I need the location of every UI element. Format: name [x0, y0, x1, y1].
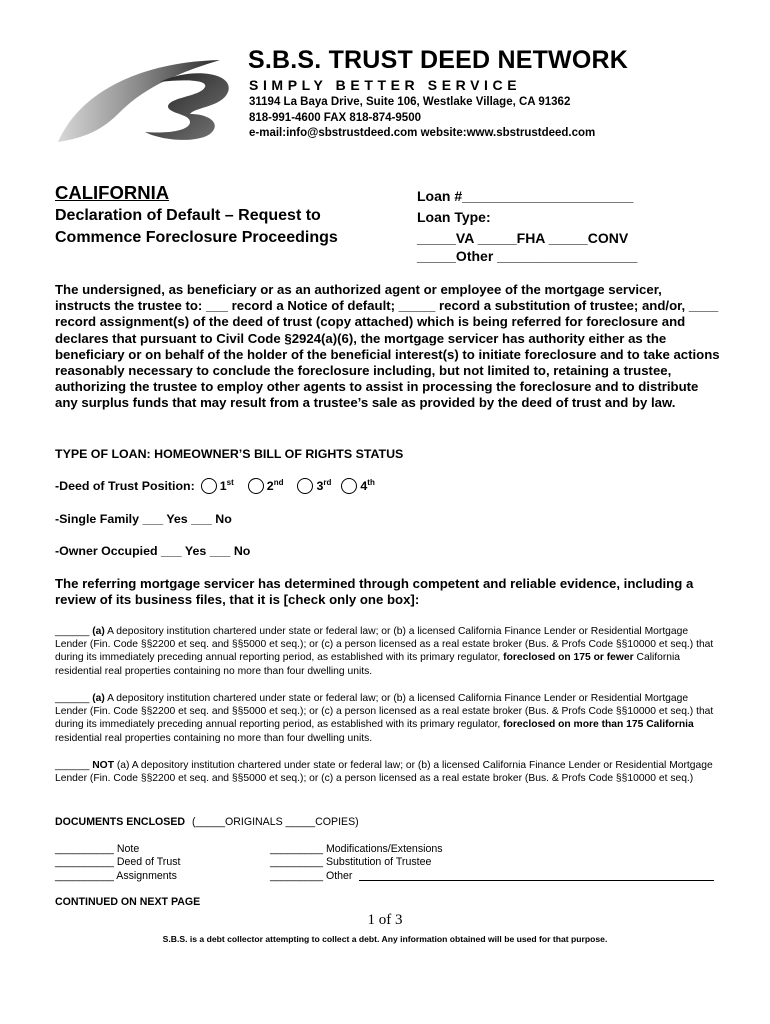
documents-counts[interactable]: (_____ORIGINALS _____COPIES)	[192, 816, 359, 828]
form-title-line1: Declaration of Default – Request to	[55, 207, 321, 224]
debt-collector-notice: S.B.S. is a debt collector attempting to collect a debt. Any information obtained will be used for that purpose.	[162, 934, 608, 944]
loan-number-field[interactable]: Loan #______________________	[417, 188, 634, 204]
option-not[interactable]	[55, 759, 720, 785]
deed-position-label: -Deed of Trust Position:	[55, 479, 195, 493]
option-a-175-or-fewer[interactable]	[55, 625, 720, 678]
option-text: A depository institution chartered under state or federal law; or (b) a licensed California Finance Lender or Residential Mortgage Lender (Fin. Code §§2200 et seq. and §§5000 et seq.); or (c) a person licensed as a real estate broker (Bus. & Profs Code §§10000 et seq.) that during its immediately preceding annual reporting period, as established with its primary regulator,	[55, 693, 714, 731]
position-2-label: 2nd	[266, 478, 284, 494]
position-2-radio[interactable]	[248, 478, 264, 494]
position-3-label: 3rd	[316, 478, 332, 494]
option-blank[interactable]: ______	[55, 760, 90, 771]
option-text-end: residential real properties containing no more than four dwelling units.	[55, 732, 373, 744]
option-blank[interactable]: ______	[55, 693, 90, 704]
doc-deed-of-trust[interactable]: __________ Deed of Trust	[55, 856, 181, 868]
company-name: S.B.S. TRUST DEED NETWORK	[248, 46, 629, 74]
owner-occupied-field[interactable]: -Owner Occupied ___ Yes ___ No	[55, 544, 251, 558]
doc-note[interactable]: __________ Note	[55, 843, 140, 855]
loan-type-options[interactable]: _____VA _____FHA _____CONV	[417, 230, 629, 246]
page-number: 1 of 3	[367, 912, 403, 928]
option-label: NOT	[92, 760, 114, 771]
loan-status-heading: TYPE OF LOAN: HOMEOWNER’S BILL OF RIGHTS STATUS	[55, 447, 404, 461]
single-family-field[interactable]: -Single Family ___ Yes ___ No	[55, 512, 232, 526]
option-a-more-than-175[interactable]	[55, 692, 720, 745]
option-text-end: California residential real properties containing no more than four dwelling units.	[55, 652, 681, 677]
loan-type-other[interactable]: _____Other __________________	[417, 248, 638, 264]
option-bold-text: foreclosed on 175 or fewer	[503, 652, 634, 664]
company-email-website: e-mail:info@sbstrustdeed.com website:www.sbstrustdeed.com	[249, 127, 596, 139]
determination-intro: The referring mortgage servicer has determined through competent and reliable evidence, including a review of its business files, that it is [check only one box]:	[55, 576, 694, 608]
option-blank[interactable]: ______	[55, 626, 90, 637]
form-title-line2: Commence Foreclosure Proceedings	[55, 229, 338, 246]
documents-heading: DOCUMENTS ENCLOSED	[55, 816, 186, 828]
position-1-label: 1st	[219, 478, 234, 494]
doc-modifications[interactable]: _________ Modifications/Extensions	[270, 843, 443, 855]
option-label: (a)	[92, 693, 105, 704]
company-phone-fax: 818-991-4600 FAX 818-874-9500	[249, 112, 421, 124]
doc-other-line[interactable]	[359, 880, 714, 881]
option-text: A depository institution chartered under state or federal law; or (b) a licensed California Finance Lender or Residential Mortgage Lender (Fin. Code §§2200 et seq. and §§5000 et seq.); or (c) a person licensed as a real estate broker (Bus. & Profs Code §§10000 et seq.) that during its immediately preceding annual reporting period, as established with its primary regulator,	[55, 626, 714, 664]
company-tagline: SIMPLY BETTER SERVICE	[249, 77, 522, 93]
doc-substitution[interactable]: _________ Substitution of Trustee	[270, 856, 432, 868]
company-address: 31194 La Baya Drive, Suite 106, Westlake Village, CA 91362	[249, 96, 571, 108]
documents-enclosed-row	[55, 816, 359, 828]
option-text: (a) A depository institution chartered under state or federal law; or (b) a licensed California Finance Lender or Residential Mortgage Lender (Fin. Code §§2200 et seq. and §§5000 et seq.); or (c) a person licensed as a real estate broker (Bus. & Profs Code §§10000 et seq.)	[55, 760, 713, 785]
deed-position-row	[55, 478, 375, 494]
sbs-logo	[50, 52, 240, 144]
option-bold-text: foreclosed on more than 175 California	[503, 719, 694, 731]
loan-type-label: Loan Type:	[417, 209, 491, 225]
doc-other[interactable]: _________ Other	[270, 870, 353, 882]
intro-paragraph: The undersigned, as beneficiary or as an authorized agent or employee of the mortgage servicer, instructs the trustee to: ___ record a Notice of default; _____ record a substitution of trustee; and/or, ____ record assignment(s) of the deed of trust (copy attached) which is being referred for foreclosure and declares that pursuant to Civil Code §2924(a)(6), the mortgage servicer has authority either as the beneficiary or on behalf of the holder of the beneficial interest(s) to initiate foreclosure and to take actions reasonably necessary to conclude the foreclosure including, but not limited to, retaining a trustee, authorizing the trustee to employ other agents to assist in processing the foreclosure and to distribute any surplus funds that may result from a trustee’s sale as provided by the deed of trust and by law.	[55, 282, 720, 411]
position-1-radio[interactable]	[201, 478, 217, 494]
option-label: (a)	[92, 626, 105, 637]
position-4-radio[interactable]	[341, 478, 357, 494]
continued-note: CONTINUED ON NEXT PAGE	[55, 896, 201, 908]
doc-assignments[interactable]: __________ Assignments	[55, 870, 177, 882]
position-3-radio[interactable]	[297, 478, 313, 494]
state-heading: CALIFORNIA	[55, 182, 170, 203]
position-4-label: 4th	[360, 478, 375, 494]
